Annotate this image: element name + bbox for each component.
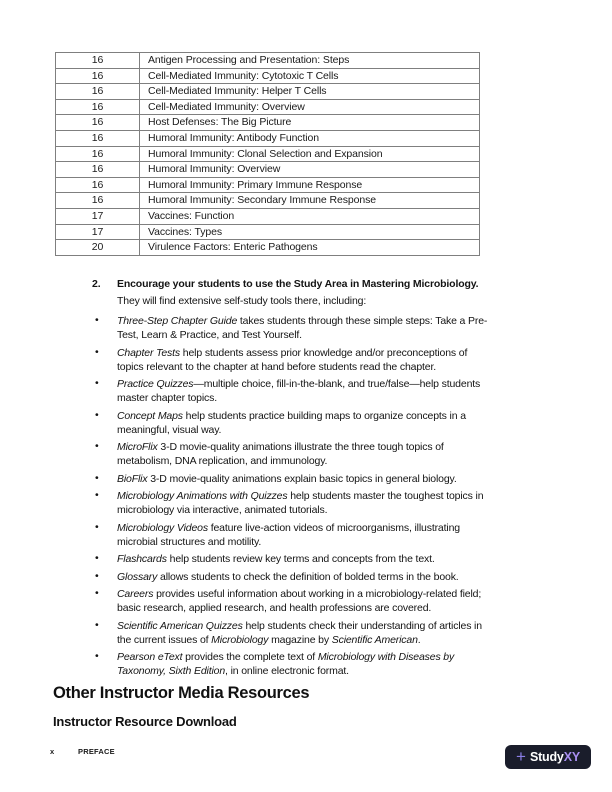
animation-title-cell: Vaccines: Types <box>140 224 480 240</box>
instructor-download-subheading: Instructor Resource Download <box>53 714 237 729</box>
animation-title-cell: Cell-Mediated Immunity: Overview <box>140 99 480 115</box>
bullet-item <box>92 619 490 647</box>
animation-title-cell: Humoral Immunity: Overview <box>140 162 480 178</box>
page-number-cell: 17 <box>56 208 140 224</box>
table-row <box>56 146 480 162</box>
animation-title-cell: Cell-Mediated Immunity: Cytotoxic T Cells <box>140 68 480 84</box>
animations-page-table <box>55 52 480 256</box>
bullet-item <box>92 409 490 437</box>
table-row <box>56 130 480 146</box>
animation-title-cell: Humoral Immunity: Secondary Immune Response <box>140 193 480 209</box>
bullet-text: help students master the toughest topics in microbiology via interactive, animated tutorials. <box>117 490 484 516</box>
page-number-cell: 16 <box>56 177 140 193</box>
animation-title-cell: Vaccines: Function <box>140 208 480 224</box>
bullet-item <box>92 650 490 678</box>
bullet-item <box>92 440 490 468</box>
bullet-term-italic: Chapter Tests <box>117 346 181 359</box>
animation-title-cell: Humoral Immunity: Clonal Selection and Expansion <box>140 146 480 162</box>
section-heading-text: Encourage your students to use the Study Area in Mastering Microbiology. <box>117 278 479 290</box>
table-row <box>56 115 480 131</box>
bullet-term-italic: Scientific American <box>331 633 418 646</box>
bullet-text: 3-D movie-quality animations illustrate the three tough topics of metabolism, DNA replication, and immunology. <box>117 441 444 467</box>
bullet-term-italic: Glossary <box>117 570 158 583</box>
table-row <box>56 84 480 100</box>
logo-study-text: Study <box>529 750 564 764</box>
bullet-term-italic: Pearson eText <box>117 651 183 663</box>
bullet-text: help students assess prior knowledge and/or preconceptions of topics relevant to the chapter at hand before students read the chapter. <box>117 346 468 373</box>
animation-title-cell: Host Defenses: The Big Picture <box>140 115 480 131</box>
bullet-item <box>92 346 490 374</box>
animations-table-body <box>56 53 480 256</box>
animation-title-cell: Cell-Mediated Immunity: Helper T Cells <box>140 84 480 100</box>
table-row <box>56 53 480 69</box>
page-number-cell: 16 <box>56 53 140 69</box>
page-number-cell: 16 <box>56 115 140 131</box>
page-number-cell: 16 <box>56 193 140 209</box>
bullet-text: magazine by <box>268 633 332 646</box>
plus-icon: + <box>516 746 526 766</box>
table-row <box>56 99 480 115</box>
bullet-term-italic: BioFlix <box>117 472 148 485</box>
footer-page-number: x <box>50 747 55 756</box>
footer-section-label: PREFACE <box>78 747 115 756</box>
page-number-cell: 16 <box>56 99 140 115</box>
table-row <box>56 162 480 178</box>
page-number-cell: 20 <box>56 240 140 256</box>
bullet-term-italic: MicroFlix <box>117 441 158 453</box>
bullet-term-italic: Concept Maps <box>117 409 183 422</box>
page-number-cell: 16 <box>56 84 140 100</box>
studyxy-logo <box>505 745 591 769</box>
page-number-cell: 16 <box>56 68 140 84</box>
table-row <box>56 224 480 240</box>
page-number-cell: 17 <box>56 224 140 240</box>
bullet-text: provides the complete text of <box>182 651 318 663</box>
bullet-term-italic: Microbiology Animations with Quizzes <box>117 490 288 502</box>
animation-title-cell: Virulence Factors: Enteric Pathogens <box>140 240 480 256</box>
page-number-cell: 16 <box>56 146 140 162</box>
table-row <box>56 68 480 84</box>
animation-title-cell: Humoral Immunity: Antibody Function <box>140 130 480 146</box>
section-number: 2. <box>92 278 101 290</box>
numbered-section-heading <box>92 277 490 291</box>
bullet-term-italic: Microbiology Videos <box>117 521 208 534</box>
table-row <box>56 240 480 256</box>
bullet-term-italic: Microbiology with Diseases by Taxonomy, Sixth Edition <box>117 651 455 677</box>
bullet-text: help students practice building maps to organize concepts in a meaningful, visual way. <box>117 409 466 436</box>
page-number-cell: 16 <box>56 130 140 146</box>
bullet-item <box>92 587 490 615</box>
section-subtext: They will find extensive self-study tools there, including: <box>117 295 367 307</box>
bullet-text: help students check their understanding of articles in the current issues of <box>117 619 482 646</box>
bullet-term-italic: Flashcards <box>117 553 167 565</box>
bullet-text: —multiple choice, fill-in-the-blank, and true/false—help students master chapter topics. <box>117 378 481 404</box>
bullet-text: 3-D movie-quality animations explain basic topics in general biology. <box>147 472 457 485</box>
body-content <box>92 277 490 682</box>
bullet-item <box>92 472 490 486</box>
bullet-term-italic: Three-Step Chapter Guide <box>117 315 238 327</box>
bullet-term-italic: Scientific American Quizzes <box>117 619 243 632</box>
page-number-cell: 16 <box>56 162 140 178</box>
bullet-item <box>92 489 490 517</box>
bullet-text: feature live-action videos of microorganisms, illustrating microbial structures and motility. <box>117 521 460 548</box>
animation-title-cell: Antigen Processing and Presentation: Steps <box>140 53 480 69</box>
table-row <box>56 177 480 193</box>
bullet-text: help students review key terms and concepts from the text. <box>166 553 435 565</box>
bullet-item <box>92 521 490 549</box>
table-row <box>56 193 480 209</box>
bullet-text: . <box>417 633 421 646</box>
bullet-item <box>92 552 490 566</box>
logo-xy-text: XY <box>563 750 580 764</box>
bullet-item <box>92 314 490 342</box>
table-row <box>56 208 480 224</box>
bullet-text: , in online electronic format. <box>225 665 349 677</box>
bullet-item <box>92 377 490 405</box>
bullet-term-italic: Microbiology <box>211 633 269 646</box>
page-footer <box>50 747 115 756</box>
animation-title-cell: Humoral Immunity: Primary Immune Response <box>140 177 480 193</box>
study-tools-bullet-list <box>92 314 490 678</box>
other-resources-heading: Other Instructor Media Resources <box>53 684 310 702</box>
bullet-text: takes students through these simple steps: Take a Pre-Test, Learn & Practice, and Test Yourself. <box>117 315 488 341</box>
bullet-text: allows students to check the definition of bolded terms in the book. <box>157 570 459 583</box>
bullet-item <box>92 570 490 584</box>
bullet-term-italic: Practice Quizzes <box>117 378 194 390</box>
bullet-term-italic: Careers <box>117 588 154 600</box>
bullet-text: provides useful information about working in a microbiology-related field; basic research, applied research, and health professions are covered. <box>117 588 482 614</box>
